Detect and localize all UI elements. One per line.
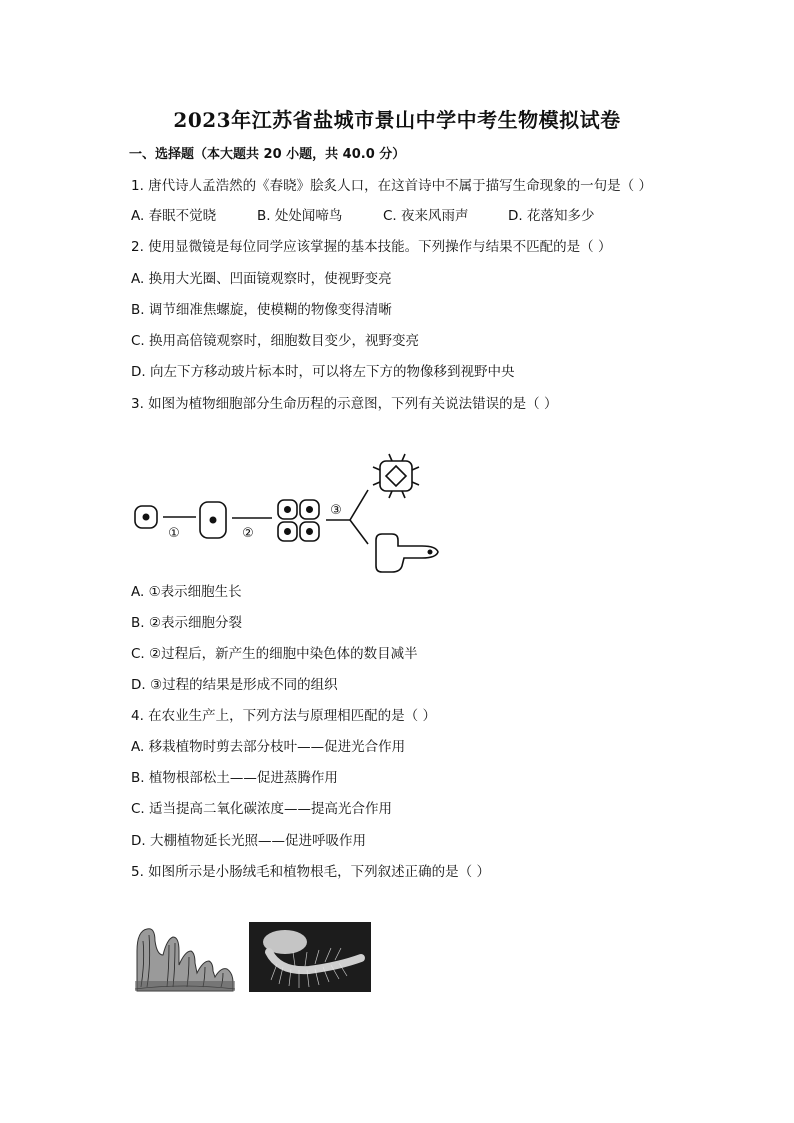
label-step-2: ②: [242, 526, 254, 541]
q3-option-a: A. ①表示细胞生长: [131, 584, 242, 600]
q2-option-a: A. 换用大光圈、凹面镜观察时，使视野变亮: [131, 271, 392, 287]
cell-process-diagram: [130, 448, 450, 578]
q3-option-b: B. ②表示细胞分裂: [131, 615, 242, 631]
exam-title: 2023年江苏省盐城市景山中学中考生物模拟试卷: [173, 108, 621, 132]
q2-option-d: D. 向左下方移动玻片标本时，可以将左下方的物像移到视野中央: [131, 364, 515, 380]
q1-option-b: B. 处处闻啼鸟: [257, 208, 343, 224]
root-hair-image: [249, 922, 371, 992]
q3-option-d: D. ③过程的结果是形成不同的组织: [131, 677, 338, 693]
q4-option-c: C. 适当提高二氧化碳浓度——提高光合作用: [131, 801, 393, 817]
question-3-stem: 3. 如图为植物细胞部分生命历程的示意图，下列有关说法错误的是（ ）: [131, 396, 558, 412]
branch-down: [350, 520, 368, 544]
q2-option-c: C. 换用高倍镜观察时，细胞数目变少，视野变亮: [131, 333, 420, 349]
intestinal-villi-image: [133, 921, 237, 993]
label-step-1: ①: [168, 526, 180, 541]
label-step-3: ③: [330, 503, 342, 518]
branch-up: [350, 490, 368, 520]
q1-option-a: A. 春眠不觉晓: [131, 208, 217, 224]
question-2-stem: 2. 使用显微镜是每位同学应该掌握的基本技能。下列操作与结果不匹配的是（ ）: [131, 239, 612, 255]
q1-option-c: C. 夜来风雨声: [383, 208, 469, 224]
q2-option-b: B. 调节细准焦螺旋，使模糊的物像变得清晰: [131, 302, 392, 318]
section-heading: 一、选择题（本大题共 20 小题，共 40.0 分）: [129, 147, 406, 162]
q4-option-a: A. 移栽植物时剪去部分枝叶——促进光合作用: [131, 739, 406, 755]
q4-option-b: B. 植物根部松土——促进蒸腾作用: [131, 770, 338, 786]
q1-option-d: D. 花落知多少: [508, 208, 595, 224]
q4-option-d: D. 大棚植物延长光照——促进呼吸作用: [131, 833, 366, 849]
question-4-stem: 4. 在农业生产上，下列方法与原理相匹配的是（ ）: [131, 708, 436, 724]
q3-option-c: C. ②过程后，新产生的细胞中染色体的数目减半: [131, 646, 418, 662]
question-5-stem: 5. 如图所示是小肠绒毛和植物根毛，下列叙述正确的是（ ）: [131, 864, 490, 880]
star-cell-vacuole: [386, 466, 406, 486]
question-1-stem: 1. 唐代诗人孟浩然的《春晓》脍炙人口，在这首诗中不属于描写生命现象的一句是（ ）: [131, 178, 652, 194]
question-1-options: [131, 207, 594, 225]
